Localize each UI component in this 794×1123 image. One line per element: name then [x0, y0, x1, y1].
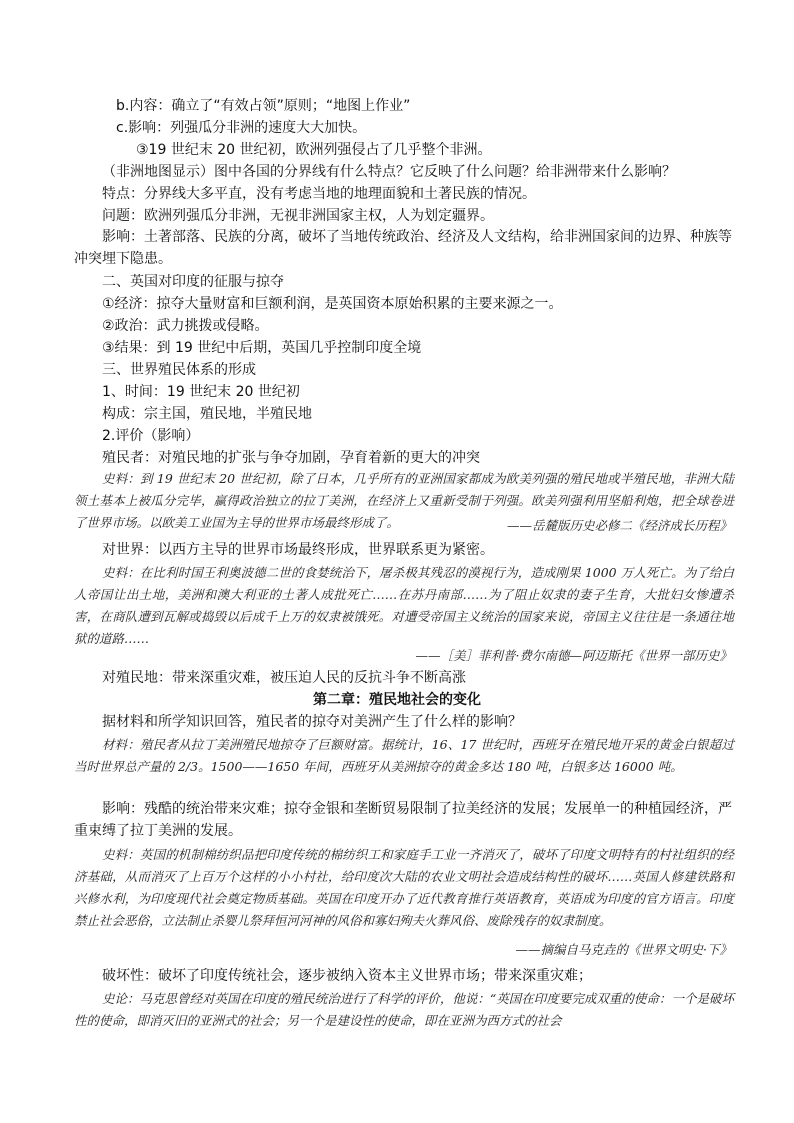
- material-3: 材料：殖民者从拉丁美洲殖民地掠夺了巨额财富。据统计，16、17 世纪时，西班牙在殖民地开采的黄金白银超过当时世界总产量的 2/3。1500——1650 年间，西班牙从美洲掠夺的黄金多达 180 吨，白银多达 16000 吨。: [74, 737, 734, 774]
- politics-line: ②政治：武力挑拨或侵略。: [102, 318, 269, 334]
- result-line: ③结果：到 19 世纪中后期，英国几乎控制印度全境: [102, 340, 422, 356]
- c-impact-line: c.影响：列强瓜分非洲的速度大大加快。: [116, 120, 367, 136]
- material-1-citation: ——岳麓版历史必修二《经济成长历程》: [506, 518, 732, 533]
- evaluation-heading: 2.评价（影响）: [102, 428, 200, 444]
- section-2-heading: 二、英国对印度的征服与掠夺: [102, 274, 284, 290]
- material-2: 史料：在比利时国王利奥波德二世的食婪统治下，屠杀极其残忍的漠视行为，造成刚果 1000 万人死亡。为了给白人帝国让出土地，美洲和澳大利亚的土著人成批死亡……在苏丹南部……为了阻止奴隶的妻子生育，大批妇女惨遭杀害，在商队遭到瓦解或捣毁以后成千上万的奴隶被饿死。对遭受帝国主义统治的国家来说，帝国主义往往是一条通往地狱的道路……: [74, 565, 734, 646]
- to-world-line: 对世界：以西方主导的世界市场最终形成，世界联系更为紧密。: [102, 542, 494, 558]
- influence-paragraph: 影响：土著部落、民族的分离，破坏了当地传统政治、经济及人文结构，给非洲国家间的边界、种族等冲突埋下隐患。: [74, 229, 732, 267]
- material-4: 史料：英国的机制棉纺织品把印度传统的棉纺织工和家庭手工业一齐消灭了，破坏了印度文明特有的村社组织的经济基础，从而消灭了上百万个这样的小小村社，给印度次大陆的农业文明社会造成结构性的破坏……英国人修建铁路和兴修水利，为印度现代社会奠定物质基础。英国在印度开办了近代教育推行英语教育，英语成为印度的官方语言。印度禁止社会恶俗，立法制止杀婴儿祭拜恒河河神的风俗和寡妇殉夫火葬风俗、废除残存的奴隶制度。: [74, 847, 734, 928]
- time-line: 1、时间：19 世纪末 20 世纪初: [102, 384, 300, 400]
- colonizer-line: 殖民者：对殖民地的扩张与争夺加剧，孕育着新的更大的冲突: [102, 450, 480, 466]
- b-content-line: b.内容：确立了“有效占领”原则；“地图上作业”: [116, 98, 411, 114]
- material-1: 史料：到 19 世纪末 20 世纪初，除了日本，几乎所有的亚洲国家都成为欧美列强的殖民地或半殖民地，非洲大陆领土基本上被瓜分完毕，赢得政治独立的拉丁美洲，在经济上又重新受制于列强。欧美列强利用坚船利炮，把全球卷进了世界市场。以欧美工业国为主导的世界市场最终形成了。: [74, 471, 734, 530]
- to-colony-line: 对殖民地：带来深重灾难，被压迫人民的反抗斗争不断高涨: [102, 670, 466, 686]
- item-3-line: ③19 世纪末 20 世纪初，欧洲列强侵占了几乎整个非洲。: [136, 142, 492, 158]
- material-4-citation: ——摘编自马克垚的《世界文明史·下》: [515, 942, 732, 957]
- chapter-2-heading: 第二章：殖民地社会的变化: [313, 692, 481, 708]
- question-2: 据材料和所学知识回答，殖民者的掠夺对美洲产生了什么样的影响？: [102, 714, 522, 730]
- material-2-citation: ——［美］菲利普·费尔南德—阿迈斯托《世界一部历史》: [415, 648, 732, 663]
- map-question: （非洲地图显示）图中各国的分界线有什么特点？它反映了什么问题？给非洲带来什么影响？: [102, 164, 676, 180]
- feature-line: 特点：分界线大多平直，没有考虑当地的地理面貌和土著民族的情况。: [102, 186, 536, 202]
- problem-line: 问题：欧洲列强瓜分非洲，无视非洲国家主权，人为划定疆界。: [102, 208, 494, 224]
- economy-line: ①经济：掠夺大量财富和巨额利润，是英国资本原始积累的主要来源之一。: [102, 296, 563, 312]
- influence-2-paragraph: 影响：残酷的统治带来灾难；掠夺金银和垄断贸易限制了拉美经济的发展；发展单一的种植园经济，严重束缚了拉丁美洲的发展。: [74, 801, 732, 839]
- material-5: 史论：马克思曾经对英国在印度的殖民统治进行了科学的评价，他说：“英国在印度要完成双重的使命：一个是破坏性的使命，即消灭旧的亚洲式的社会；另一个是建设性的使命，即在亚洲为西方式的社会: [74, 991, 734, 1028]
- section-3-heading: 三、世界殖民体系的形成: [102, 362, 256, 378]
- composition-line: 构成：宗主国，殖民地，半殖民地: [102, 406, 312, 422]
- destructive-line: 破坏性：破坏了印度传统社会，逐步被纳入资本主义世界市场；带来深重灾难；: [102, 968, 592, 984]
